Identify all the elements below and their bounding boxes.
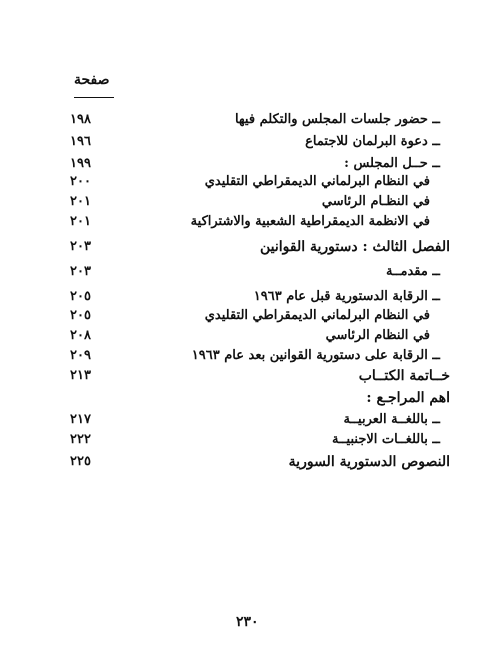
toc-entry-page-number: ١٩٨ [70,112,91,127]
toc-entry-page-number: ١٩٩ [70,156,91,171]
toc-entry-page-number: ٢٠٥ [70,308,91,323]
toc-entry-title: النصوص الدستورية السورية [288,454,450,470]
toc-entry-page-number: ٢١٧ [70,412,91,427]
toc-entry [70,366,450,386]
toc-entry [70,287,450,307]
toc-entry-page-number: ٢٠٩ [70,348,91,363]
toc-entry-page-number: ٢٠٥ [70,289,91,304]
toc-entry [70,410,450,430]
toc-entry [70,346,450,366]
toc-entry-title: في النظـام الرئاسي [321,194,430,209]
toc-entry [70,306,450,326]
toc-entry-page-number: ٢٢٥ [70,454,91,469]
toc-entry-title: ــ باللغــات الاجنبيــة [331,432,440,447]
toc-entry-title: ــ حــل المجلس : [344,156,440,171]
toc-entry-title: اهم المراجـع : [366,390,450,406]
toc-entry [70,326,450,346]
toc-entry-page-number: ٢٠٨ [70,328,91,343]
toc-entry [70,110,450,130]
toc-entry-title: خــاتمة الكتــاب [358,368,450,384]
toc-entry-title: ــ دعوة البرلمان للاجتماع [305,134,440,149]
toc-entry-title: في الانظمة الديمقراطية الشعبية والاشتراكية [190,214,430,229]
toc-entry [70,430,450,450]
toc-entry-title: ــ الرقابة الدستورية قبل عام ١٩٦٣ [253,289,440,304]
toc-entry-title: الفصل الثالث : دستورية القوانين [259,239,450,255]
toc-entry-title: ــ حضور جلسات المجلس والتكلم فيها [234,112,440,127]
toc-entry [70,192,450,212]
toc-entry [70,132,450,152]
toc-entry-title: ــ مقدمــة [385,264,440,279]
toc-entry-title: ــ باللغــة العربيــة [343,412,440,427]
toc-entry [70,154,450,174]
toc-entry-page-number: ٢٠١ [70,194,91,209]
toc-entry [70,172,450,192]
toc-entry [70,452,450,472]
toc-entry-title: في النظام البرلماني الديمقراطي التقليدي [204,308,430,323]
toc-entry [70,212,450,232]
toc-entry [70,262,450,282]
toc-entry [70,237,450,257]
page-number: ٢٣٠ [236,614,259,630]
toc-entry-page-number: ٢٠٣ [70,239,91,254]
toc-entry-page-number: ٢٢٢ [70,432,91,447]
toc-entry-title: ــ الرقابة على دستورية القوانين بعد عام ١٩٦٣ [191,348,440,363]
toc-entry [70,388,450,408]
toc-entry-page-number: ٢٠٠ [70,174,91,189]
toc-entry-page-number: ٢٠١ [70,214,91,229]
toc-entry-page-number: ٢٠٣ [70,264,91,279]
toc-entry-page-number: ٢١٣ [70,368,91,383]
toc-entry-title: في النظام الرئاسي [325,328,430,343]
toc-entry-title: في النظام البرلماني الديمقراطي التقليدي [204,174,430,189]
header-underline [74,97,114,98]
page-column-header: صفحة [74,72,110,88]
toc-entry-page-number: ١٩٦ [70,134,91,149]
